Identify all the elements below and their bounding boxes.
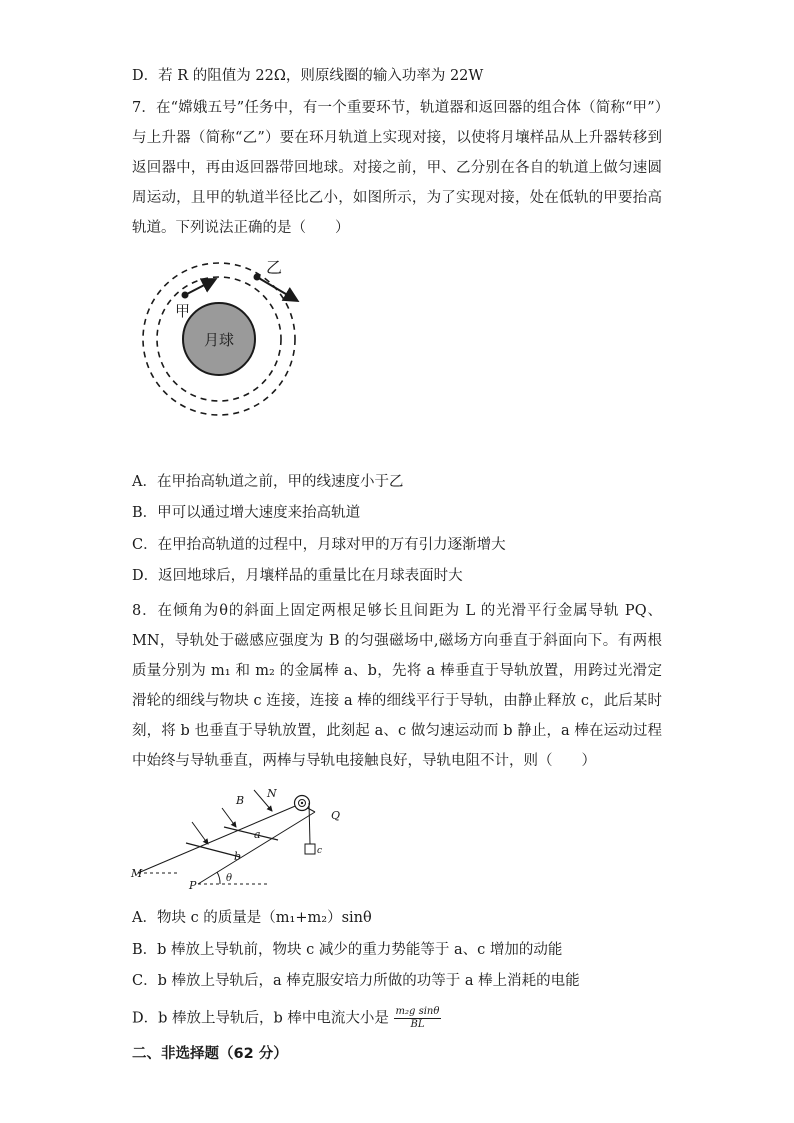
jia-label: 甲: [175, 302, 191, 320]
q8-option-a: A．物块 c 的质量是（m₁+m₂）sinθ: [132, 910, 372, 926]
fraction-denominator: BL: [410, 1019, 425, 1030]
q8-option-d-fraction: [394, 1006, 442, 1031]
field-arrow-3: [192, 822, 208, 844]
label-P: P: [189, 879, 197, 892]
q8-option-d: D．b 棒放上导轨后，b 棒中电流大小是: [132, 1010, 389, 1027]
q8-option-b: B．b 棒放上导轨前，物块 c 减少的重力势能等于 a、c 增加的动能: [132, 942, 563, 958]
q7-option-a: A．在甲抬高轨道之前，甲的线速度小于乙: [132, 474, 404, 490]
q7-option-b: B．甲可以通过增大速度来抬高轨道: [132, 505, 361, 521]
moon-label: 月球: [203, 331, 235, 349]
bar-b: [186, 843, 240, 857]
label-N: N: [267, 787, 277, 800]
label-M: M: [131, 867, 143, 880]
q8-option-d-row: [132, 1006, 441, 1031]
label-B: B: [236, 794, 245, 807]
label-b: b: [234, 850, 242, 863]
label-a: a: [254, 828, 261, 841]
label-Q: Q: [331, 809, 341, 822]
yi-label: 乙: [266, 258, 283, 277]
fraction-numerator: m₂g sinθ: [395, 1006, 440, 1017]
q7-option-c: C．在甲抬高轨道的过程中，月球对甲的万有引力逐渐增大: [132, 537, 506, 553]
label-theta: θ: [226, 873, 233, 884]
field-arrow-2: [222, 808, 236, 827]
jia-velocity-arrow: [185, 280, 214, 295]
q7-option-d: D．返回地球后，月壤样品的重量比在月球表面时大: [132, 568, 463, 584]
bar-a: [224, 827, 278, 840]
q8-option-c: C．b 棒放上导轨后，a 棒克服安培力所做的功等于 a 棒上消耗的电能: [132, 973, 580, 989]
rail-mn: [138, 804, 300, 873]
q8-stem: 8．在倾角为θ的斜面上固定两根足够长且间距为 L 的光滑平行金属导轨 PQ、MN，导轨处于磁感应强度为 B 的匀强磁场中,磁场方向垂直于斜面向下。有两根质量分别为 m₁ 和 m₂ 的金属棒 a、b，先将 a 棒垂直于导轨放置，用跨过光滑定滑轮的细线与物块 c 连接，连接 a 棒的细线平行于导轨，由静止释放 c，此后某时刻，将 b 也垂直于导轨放置，此刻起 a、c 做匀速运动而 b 静止，a 棒在运动过程中始终与导轨垂直，两棒与导轨电接触良好，导轨电阻不计，则（ ）: [132, 603, 662, 769]
block-c: [305, 844, 315, 854]
q6-option-d: D．若 R 的阻值为 22Ω，则原线圈的输入功率为 22W: [132, 68, 484, 84]
label-c: c: [317, 846, 323, 856]
q7-stem: 7．在“嫦娥五号”任务中，有一个重要环节，轨道器和返回器的组合体（简称“甲”）与上升器（简称“乙”）要在环月轨道上实现对接，以使将月壤样品从上升器转移到返回器中，再由返回器带回地球。对接之前，甲、乙分别在各自的轨道上做匀速圆周运动，且甲的轨道半径比乙小，如图所示，为了实现对接，处在低轨的甲要抬高轨道。下列说法正确的是（ ）: [132, 100, 662, 236]
yi-velocity-arrow: [257, 277, 296, 300]
q8-rail-figure: [128, 782, 358, 894]
q7-orbit-figure: [130, 255, 320, 435]
section2-heading: 二、非选择题（62 分）: [132, 1046, 288, 1062]
